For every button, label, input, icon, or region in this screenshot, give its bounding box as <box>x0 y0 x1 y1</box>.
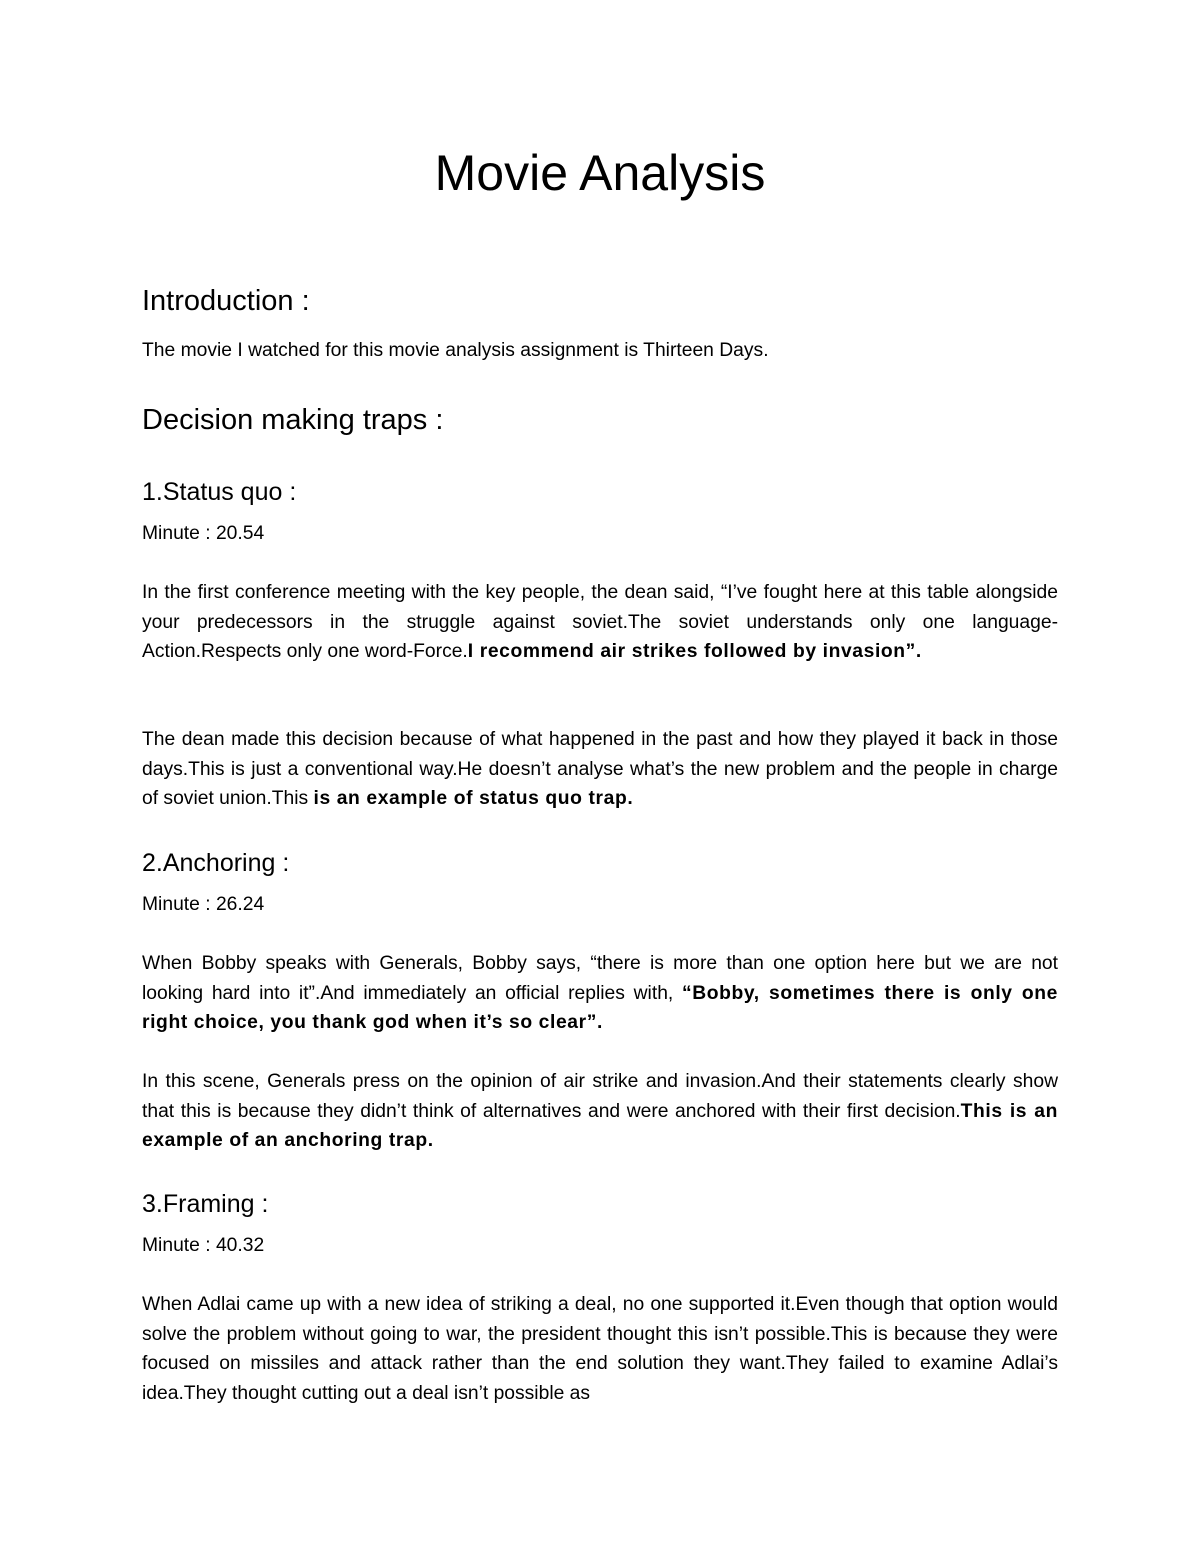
traps-heading: Decision making traps : <box>142 404 444 436</box>
document-page <box>142 0 1058 1553</box>
anchoring-conclusion-bold: This is an example of an anchoring trap. <box>142 1100 1058 1151</box>
introduction-text: The movie I watched for this movie analysis assignment is Thirteen Days. <box>142 340 769 361</box>
framing-paragraph-1: When Adlai came up with a new idea of striking a deal, no one supported it.Even though that option would solve the problem without going to war, the president thought this isn’t possible.This is because they were focused on missiles and attack rather than the end solution they want.They failed to examine Adlai’s idea.They thought cutting out a deal isn’t possible as <box>142 1294 1058 1404</box>
status-quo-quote-bold: I recommend air strikes followed by invasion”. <box>467 641 922 662</box>
status-quo-heading: 1.Status quo : <box>142 478 297 506</box>
status-quo-conclusion-bold: is an example of status quo trap. <box>313 788 634 809</box>
anchoring-analysis-text: In this scene, Generals press on the opinion of air strike and invasion.And their statements clearly show that this is because they didn’t think of alternatives and were anchored with their first decision. <box>142 1071 1058 1122</box>
page-title: Movie Analysis <box>434 145 766 201</box>
status-quo-minute: Minute : 20.54 <box>142 523 265 544</box>
anchoring-heading: 2.Anchoring : <box>142 849 290 877</box>
introduction-heading: Introduction : <box>142 285 310 317</box>
status-quo-analysis-text: The dean made this decision because of what happened in the past and how they played it back in those days.This is just a conventional way.He doesn’t analyse what’s the new problem and the people in charge of soviet union.This <box>142 729 1058 809</box>
anchoring-quote-text: When Bobby speaks with Generals, Bobby says, “there is more than one option here but we are not looking hard into it”.And immediately an official replies with, <box>142 953 1058 1004</box>
framing-minute: Minute : 40.32 <box>142 1235 265 1256</box>
anchoring-quote-bold: “Bobby, sometimes there is only one right choice, you thank god when it’s so clear”. <box>142 982 1058 1033</box>
status-quo-quote-text: In the first conference meeting with the key people, the dean said, “I’ve fought here at this table alongside your predecessors in the struggle against soviet.The soviet understands only one language-Action.Respects only one word-Force. <box>142 582 1058 662</box>
anchoring-minute: Minute : 26.24 <box>142 894 265 915</box>
anchoring-paragraph-2 <box>142 1067 1058 1156</box>
anchoring-paragraph-1 <box>142 949 1058 1038</box>
status-quo-paragraph-2 <box>142 725 1058 814</box>
status-quo-paragraph-1 <box>142 578 1058 667</box>
framing-heading: 3.Framing : <box>142 1190 269 1218</box>
